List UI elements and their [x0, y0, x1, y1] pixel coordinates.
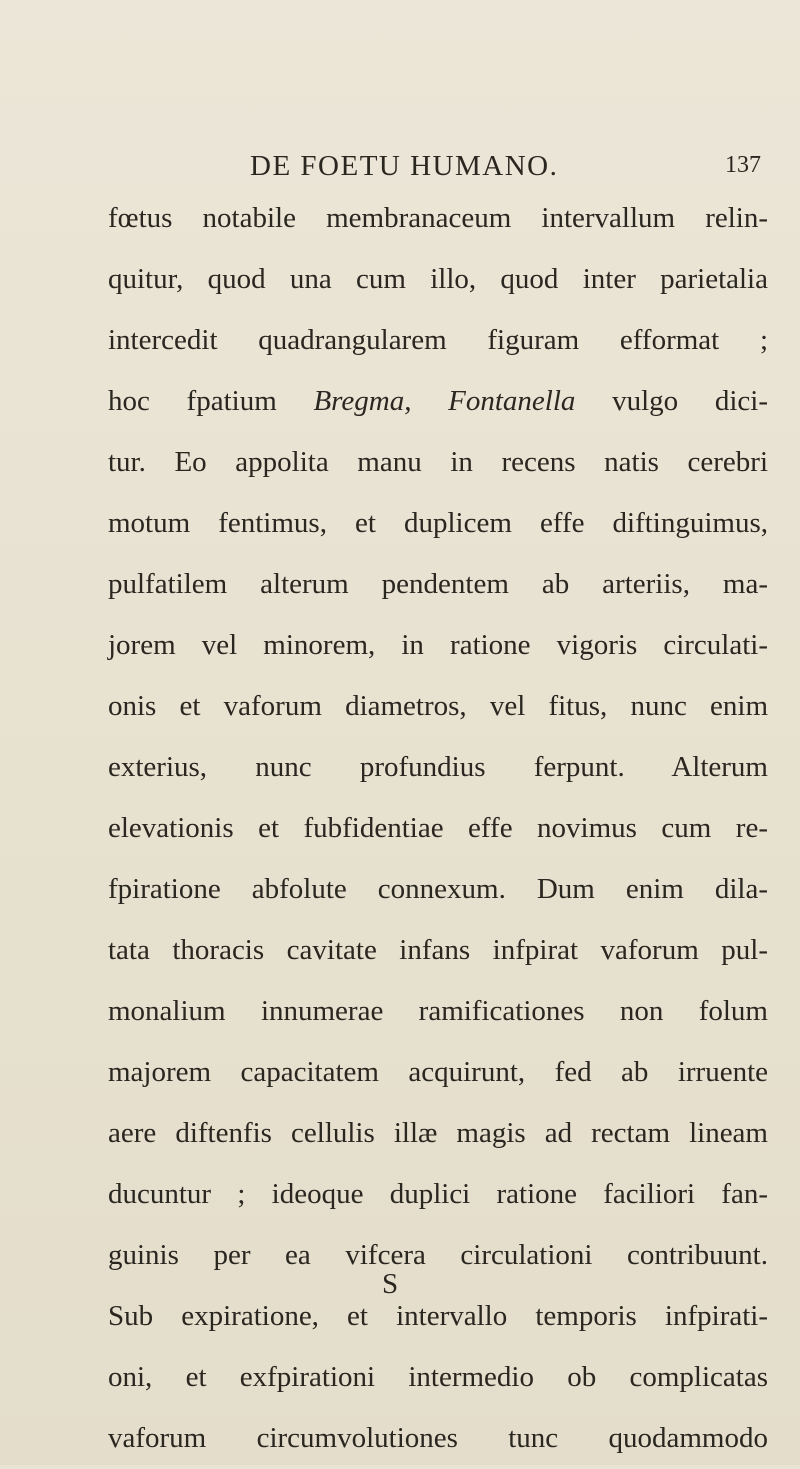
text-line: vaforum circumvolutiones tunc quodammodo — [108, 1422, 768, 1454]
text-line: tata thoracis cavitate infans infpirat vaforum pul- — [108, 934, 768, 966]
text-line: fœtus notabile membranaceum intervallum relin- — [108, 202, 768, 234]
body-text — [108, 188, 768, 1469]
signature-mark: S — [382, 1268, 399, 1300]
text-line: monalium innumerae ramificationes non folum — [108, 995, 768, 1027]
text-line: oni, et exfpirationi intermedio ob complicatas — [108, 1361, 768, 1393]
text-line: Sub expiratione, et intervallo temporis infpirati- — [108, 1300, 768, 1332]
text-line: elevationis et fubfidentiae effe novimus cum re- — [108, 812, 768, 844]
text-line: majorem capacitatem acquirunt, fed ab irruente — [108, 1056, 768, 1088]
text-line: onis et vaforum diametros, vel fitus, nunc enim — [108, 690, 768, 722]
text-line: exterius, nunc profundius ferpunt. Alterum — [108, 751, 768, 783]
text-line: motum fentimus, et duplicem effe diftinguimus, — [108, 507, 768, 539]
italic-term-bregma: Bregma, — [313, 385, 412, 417]
italic-term-fontanella: Fontanella — [448, 385, 576, 417]
text-line: hoc fpatium Bregma, Fontanella vulgo dici- — [108, 385, 769, 417]
text-line: tur. Eo appolita manu in recens natis cerebri — [108, 446, 768, 478]
text-line: aere diftenfis cellulis illæ magis ad rectam lineam — [108, 1117, 768, 1149]
text-line: jorem vel minorem, in ratione vigoris circulati- — [108, 629, 768, 661]
text-line: intercedit quadrangularem figuram efformat ; — [108, 324, 768, 356]
text-line: fpiratione abfolute connexum. Dum enim dila- — [108, 873, 768, 905]
text-line: pulfatilem alterum pendentem ab arteriis, ma- — [108, 568, 768, 600]
text-line: ducuntur ; ideoque duplici ratione faciliori fan- — [108, 1178, 768, 1210]
text-line: quitur, quod una cum illo, quod inter parietalia — [108, 263, 768, 295]
running-head: DE FOETU HUMANO. — [250, 150, 559, 182]
page-header — [0, 150, 800, 190]
page-number: 137 — [725, 152, 761, 178]
text-line: guinis per ea vifcera circulationi contribuunt. — [108, 1239, 768, 1271]
